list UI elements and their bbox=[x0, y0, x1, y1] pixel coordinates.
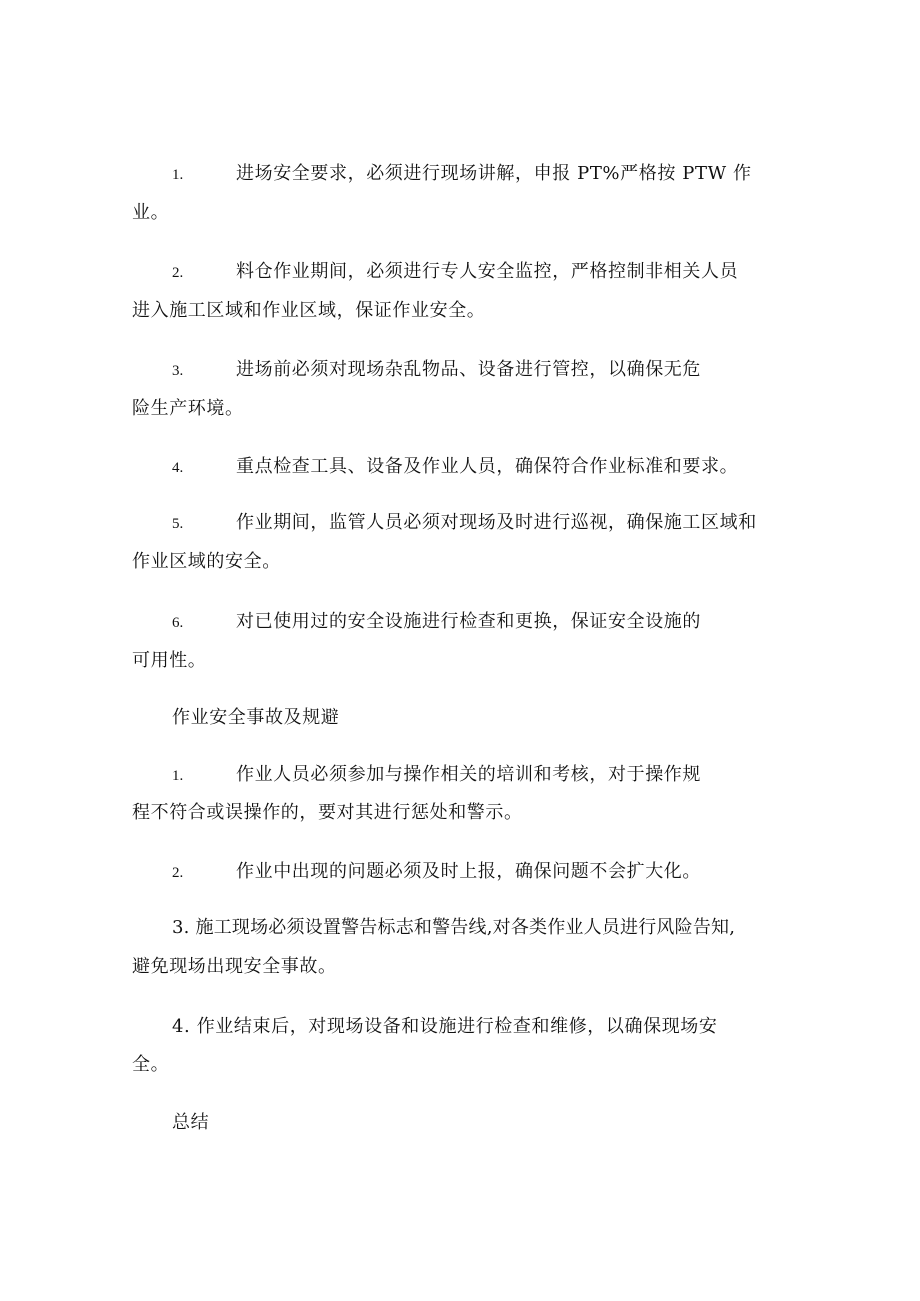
list-item-text: 进场安全要求，必须进行现场讲解，申报 PT%严格按 PTW 作 bbox=[236, 163, 752, 184]
list-item-number: 4. bbox=[172, 460, 184, 476]
list-item-number: 2. bbox=[172, 265, 184, 281]
list-item-text: 对已使用过的安全设施进行检查和更换，保证安全设施的 bbox=[236, 611, 701, 632]
list-item-text-continued: 险生产环境。 bbox=[132, 398, 244, 419]
list-item-number: 6. bbox=[172, 615, 184, 631]
list-item-text: 料仓作业期间，必须进行专人安全监控，严格控制非相关人员 bbox=[236, 261, 739, 282]
list-item-text-continued: 进入施工区域和作业区域，保证作业安全。 bbox=[132, 300, 486, 321]
list-item-number: 1. bbox=[172, 167, 184, 183]
list-item-text-continued: 程不符合或误操作的，要对其进行惩处和警示。 bbox=[132, 802, 523, 823]
list-item-number: 5. bbox=[172, 516, 184, 532]
list-item-number: 3. bbox=[172, 363, 184, 379]
list-item-text: 作业人员必须参加与操作相关的培训和考核，对于操作规 bbox=[236, 764, 701, 785]
list-item-number: 2. bbox=[172, 865, 184, 881]
list-item-text: 重点检查工具、设备及作业人员，确保符合作业标准和要求。 bbox=[236, 456, 739, 477]
list-item-text: 进场前必须对现场杂乱物品、设备进行管控，以确保无危 bbox=[236, 359, 701, 380]
list-item-text-continued: 避免现场出现安全事故。 bbox=[132, 956, 337, 977]
list-item-text: 4. 作业结束后，对现场设备和设施进行检查和维修，以确保现场安 bbox=[172, 1016, 718, 1037]
list-item-text: 作业期间，监管人员必须对现场及时进行巡视，确保施工区域和 bbox=[236, 512, 757, 533]
list-item-text: 作业中出现的问题必须及时上报，确保问题不会扩大化。 bbox=[236, 861, 701, 882]
list-item-text-continued: 作业区域的安全。 bbox=[132, 551, 281, 572]
list-item-number: 1. bbox=[172, 768, 184, 784]
list-item-text-continued: 可用性。 bbox=[132, 650, 207, 671]
list-item-text-continued: 全。 bbox=[132, 1054, 170, 1075]
section-heading: 作业安全事故及规避 bbox=[172, 707, 340, 728]
list-item-text: 3. 施工现场必须设置警告标志和警告线,对各类作业人员进行风险告知, bbox=[172, 917, 736, 938]
section-heading-summary: 总结 bbox=[172, 1112, 210, 1133]
list-item-text-continued: 业。 bbox=[132, 202, 170, 223]
